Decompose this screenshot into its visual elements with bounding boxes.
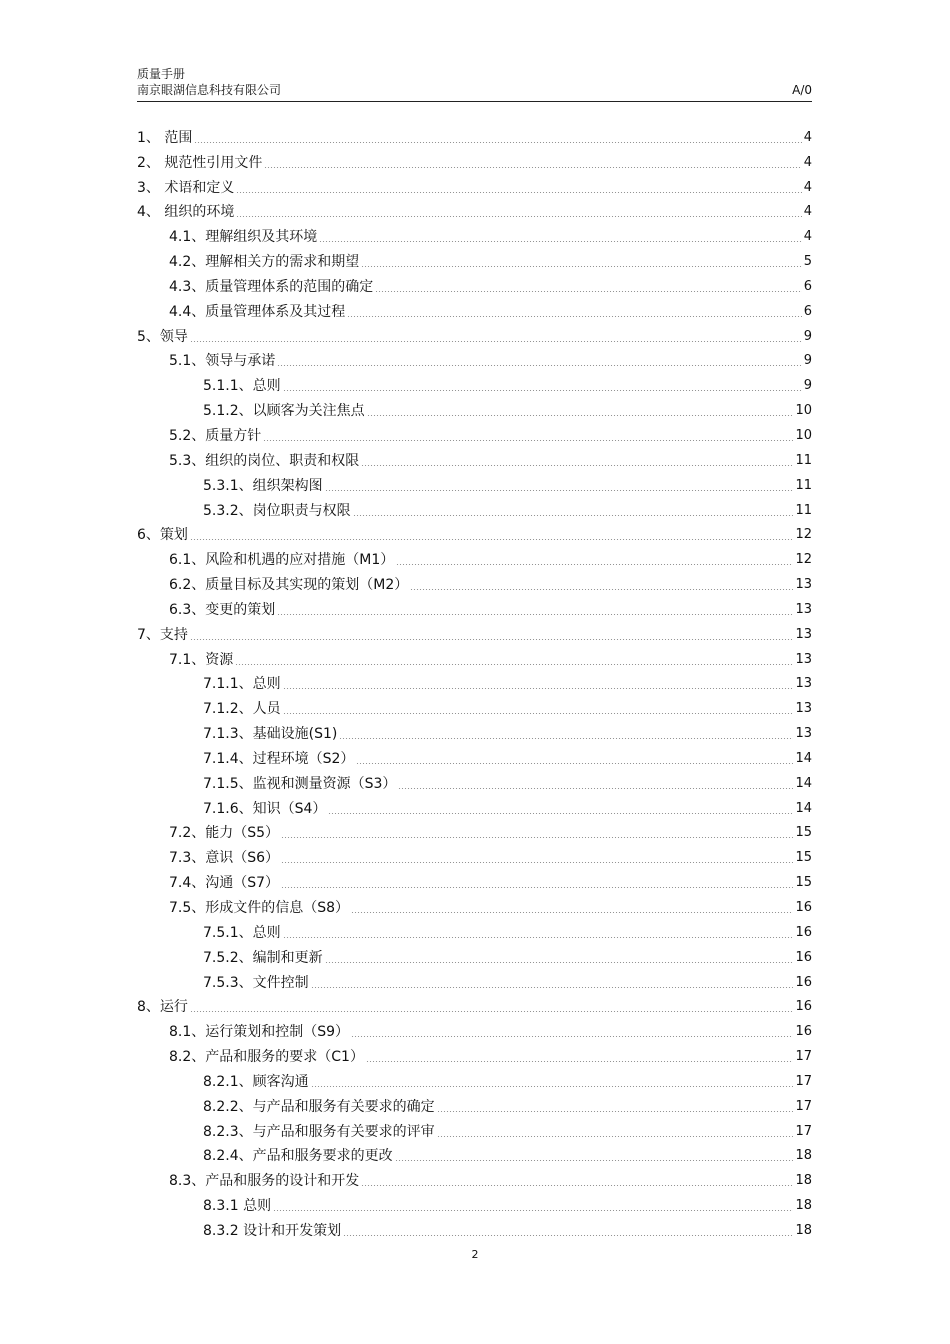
toc-entry-label: 4.3、质量管理体系的范围的确定 <box>169 278 374 295</box>
header-rule <box>137 101 812 102</box>
toc-entry-page: 4 <box>803 129 812 145</box>
toc-entry-label: 7.5、形成文件的信息（S8） <box>169 900 350 916</box>
toc-entry-page: 13 <box>795 577 812 593</box>
toc-entry-label: 5、领导 <box>137 328 188 345</box>
toc-entry-label: 5.1.1、总则 <box>203 378 281 395</box>
toc-dot-leader <box>437 1136 794 1137</box>
toc-entry-page: 16 <box>795 1024 812 1040</box>
toc-entry-label: 4.2、理解相关方的需求和期望 <box>169 254 360 271</box>
toc-dot-leader <box>367 415 794 416</box>
toc-entry[interactable] <box>137 544 812 569</box>
toc-entry-page: 18 <box>795 1173 812 1189</box>
toc-entry-label: 8.1、运行策划和控制（S9） <box>169 1024 350 1041</box>
toc-entry-label: 8、运行 <box>137 999 188 1016</box>
toc-entry-page: 13 <box>795 726 812 742</box>
toc-entry[interactable] <box>137 967 812 992</box>
toc-entry-page: 5 <box>803 254 812 270</box>
toc-dot-leader <box>437 1111 794 1112</box>
toc-dot-leader <box>190 639 794 640</box>
toc-dot-leader <box>281 862 793 863</box>
toc-entry[interactable] <box>137 520 812 545</box>
toc-dot-leader <box>347 316 801 317</box>
manual-title: 质量手册 <box>137 67 186 81</box>
toc-entry[interactable] <box>137 1215 812 1240</box>
toc-entry[interactable] <box>137 1190 812 1215</box>
toc-entry[interactable] <box>137 1091 812 1116</box>
toc-entry-label: 5.3.2、岗位职责与权限 <box>203 502 351 519</box>
toc-dot-leader <box>283 390 802 391</box>
toc-entry[interactable] <box>137 992 812 1017</box>
toc-entry-label: 8.2.2、与产品和服务有关要求的确定 <box>203 1098 435 1115</box>
toc-entry[interactable] <box>137 246 812 271</box>
toc-entry-label: 7.1.1、总则 <box>203 676 281 693</box>
toc-entry-page: 11 <box>795 477 812 493</box>
toc-dot-leader <box>351 1036 793 1037</box>
toc-entry-page: 14 <box>795 775 812 791</box>
toc-entry-page: 18 <box>795 1222 812 1238</box>
toc-entry-page: 16 <box>795 974 812 990</box>
toc-entry-page: 17 <box>795 1073 812 1089</box>
toc-entry-page: 14 <box>795 800 812 816</box>
toc-entry[interactable] <box>137 346 812 371</box>
toc-entry-page: 4 <box>803 154 812 170</box>
toc-entry-label: 3、 术语和定义 <box>137 179 235 196</box>
toc-dot-leader <box>396 564 793 565</box>
toc-entry-label: 5.3.1、组织架构图 <box>203 477 323 494</box>
toc-entry[interactable] <box>137 370 812 395</box>
toc-entry[interactable] <box>137 1066 812 1091</box>
toc-entry-page: 11 <box>795 452 812 468</box>
toc-entry[interactable] <box>137 892 812 917</box>
toc-dot-leader <box>361 465 793 466</box>
toc-dot-leader <box>194 142 801 143</box>
toc-dot-leader <box>190 1011 794 1012</box>
toc-entry-label: 7.1.4、过程环境（S2） <box>203 750 355 767</box>
toc-entry-label: 1、 范围 <box>137 129 193 146</box>
toc-entry-label: 8.3.2 设计和开发策划 <box>203 1222 342 1239</box>
toc-entry[interactable] <box>137 793 812 818</box>
toc-dot-leader <box>235 664 793 665</box>
toc-entry-label: 7.1、资源 <box>169 651 234 668</box>
toc-entry-label: 6.1、风险和机遇的应对措施（M1） <box>169 552 395 569</box>
toc-entry-label: 7.1.5、监视和测量资源（S3） <box>203 775 397 792</box>
toc-dot-leader <box>281 887 793 888</box>
toc-entry[interactable] <box>137 1141 812 1166</box>
toc-dot-leader <box>319 241 801 242</box>
toc-entry-page: 11 <box>795 502 812 518</box>
toc-entry-page: 14 <box>795 750 812 766</box>
toc-entry-label: 4、 组织的环境 <box>137 204 235 221</box>
toc-entry-page: 6 <box>803 278 812 294</box>
toc-entry-label: 6.2、质量目标及其实现的策划（M2） <box>169 577 409 594</box>
toc-entry-label: 6.3、变更的策划 <box>169 601 276 618</box>
toc-dot-leader <box>356 763 793 764</box>
toc-dot-leader <box>311 987 794 988</box>
toc-dot-leader <box>325 490 794 491</box>
toc-entry-page: 13 <box>795 701 812 717</box>
toc-entry-page: 17 <box>795 1123 812 1139</box>
toc-entry[interactable] <box>137 445 812 470</box>
toc-dot-leader <box>236 216 801 217</box>
toc-dot-leader <box>283 937 794 938</box>
toc-entry-page: 15 <box>795 825 812 841</box>
toc-entry-page: 17 <box>795 1049 812 1065</box>
toc-entry-page: 13 <box>795 626 812 642</box>
toc-entry-label: 7.4、沟通（S7） <box>169 875 280 892</box>
toc-entry[interactable] <box>137 1116 812 1141</box>
page-number: 2 <box>471 1248 479 1261</box>
toc-entry-label: 5.3、组织的岗位、职责和权限 <box>169 452 360 469</box>
toc-entry-page: 15 <box>795 850 812 866</box>
toc-entry[interactable] <box>137 569 812 594</box>
toc-dot-leader <box>283 688 794 689</box>
toc-entry[interactable] <box>137 1016 812 1041</box>
toc-entry-page: 4 <box>803 179 812 195</box>
toc-entry-page: 16 <box>795 900 812 915</box>
toc-entry[interactable] <box>137 395 812 420</box>
toc-entry-page: 9 <box>803 328 812 344</box>
toc-entry-page: 16 <box>795 949 812 965</box>
toc-entry-page: 10 <box>795 403 812 419</box>
toc-entry[interactable] <box>137 197 812 222</box>
toc-entry-label: 6、策划 <box>137 527 188 544</box>
toc-dot-leader <box>190 341 802 342</box>
toc-entry[interactable] <box>137 147 812 172</box>
toc-entry-page: 4 <box>803 229 812 245</box>
toc-entry-label: 5.1、领导与承诺 <box>169 353 276 370</box>
toc-dot-leader <box>281 837 793 838</box>
toc-entry-page: 18 <box>795 1198 812 1214</box>
toc-entry[interactable] <box>137 693 812 718</box>
toc-dot-leader <box>277 614 793 615</box>
toc-entry[interactable] <box>137 470 812 495</box>
toc-entry-page: 4 <box>803 204 812 220</box>
company-name: 南京眼湖信息科技有限公司 <box>137 83 282 97</box>
toc-entry[interactable] <box>137 1041 812 1066</box>
toc-dot-leader <box>190 539 794 540</box>
toc-dot-leader <box>339 738 793 739</box>
toc-entry-label: 7.3、意识（S6） <box>169 850 280 867</box>
toc-entry-page: 18 <box>795 1148 812 1164</box>
toc-dot-leader <box>375 291 801 292</box>
toc-entry-page: 13 <box>795 676 812 692</box>
toc-entry[interactable] <box>137 818 812 843</box>
toc-entry-page: 12 <box>795 527 812 543</box>
toc-entry[interactable] <box>137 644 812 669</box>
toc-entry[interactable] <box>137 1165 812 1190</box>
toc-entry-label: 8.3、产品和服务的设计和开发 <box>169 1173 360 1190</box>
toc-entry[interactable] <box>137 594 812 619</box>
toc-dot-leader <box>283 713 794 714</box>
toc-entry[interactable] <box>137 122 812 147</box>
toc-entry[interactable] <box>137 172 812 197</box>
toc-entry-label: 8.2.1、顾客沟通 <box>203 1073 309 1090</box>
toc-dot-leader <box>263 440 793 441</box>
header-row <box>137 82 812 98</box>
page-header <box>137 66 812 98</box>
toc-entry-label: 7.1.3、基础设施(S1) <box>203 726 338 743</box>
toc-entry[interactable] <box>137 321 812 346</box>
toc-dot-leader <box>325 962 794 963</box>
toc-dot-leader <box>353 515 794 516</box>
toc-dot-leader <box>410 589 793 590</box>
toc-entry[interactable] <box>137 296 812 321</box>
toc-entry-label: 5.1.2、以顾客为关注焦点 <box>203 403 365 420</box>
toc-entry-label: 7、支持 <box>137 626 188 643</box>
toc-entry-page: 10 <box>795 427 812 443</box>
table-of-contents <box>137 122 812 1240</box>
toc-entry[interactable] <box>137 718 812 743</box>
toc-entry-label: 2、 规范性引用文件 <box>137 154 263 171</box>
toc-dot-leader <box>273 1210 793 1211</box>
toc-entry-label: 7.5.2、编制和更新 <box>203 949 323 966</box>
toc-entry-page: 9 <box>803 353 812 369</box>
toc-entry-page: 9 <box>803 378 812 394</box>
toc-entry[interactable] <box>137 669 812 694</box>
toc-entry[interactable] <box>137 842 812 867</box>
toc-dot-leader <box>343 1235 793 1236</box>
toc-dot-leader <box>361 266 801 267</box>
toc-entry-label: 7.5.1、总则 <box>203 924 281 941</box>
toc-dot-leader <box>264 167 801 168</box>
toc-dot-leader <box>351 912 793 913</box>
toc-entry[interactable] <box>137 743 812 768</box>
toc-entry-label: 5.2、质量方针 <box>169 427 262 444</box>
toc-entry[interactable] <box>137 495 812 520</box>
toc-entry[interactable] <box>137 221 812 246</box>
toc-entry[interactable] <box>137 271 812 296</box>
toc-entry[interactable] <box>137 619 812 644</box>
toc-entry-page: 16 <box>795 924 812 940</box>
toc-dot-leader <box>395 1160 794 1161</box>
toc-entry-label: 8.3.1 总则 <box>203 1198 272 1215</box>
toc-entry-page: 6 <box>803 303 812 319</box>
toc-entry-label: 4.1、理解组织及其环境 <box>169 229 318 246</box>
toc-entry-label: 8.2.4、产品和服务要求的更改 <box>203 1148 393 1165</box>
document-version: A/0 <box>792 83 812 97</box>
toc-entry-label: 7.5.3、文件控制 <box>203 974 309 991</box>
toc-dot-leader <box>366 1061 794 1062</box>
toc-entry-page: 15 <box>795 875 812 891</box>
toc-entry-label: 4.4、质量管理体系及其过程 <box>169 303 346 320</box>
toc-entry-page: 13 <box>795 651 812 667</box>
toc-dot-leader <box>328 813 793 814</box>
toc-entry-page: 13 <box>795 601 812 617</box>
toc-entry[interactable] <box>137 867 812 892</box>
toc-dot-leader <box>311 1086 794 1087</box>
toc-entry-page: 16 <box>795 999 812 1015</box>
toc-entry-label: 7.2、能力（S5） <box>169 825 280 842</box>
toc-entry[interactable] <box>137 420 812 445</box>
toc-entry[interactable] <box>137 917 812 942</box>
toc-entry-label: 7.1.6、知识（S4） <box>203 800 327 817</box>
toc-entry[interactable] <box>137 768 812 793</box>
toc-entry-page: 12 <box>795 552 812 568</box>
toc-entry-label: 8.2、产品和服务的要求（C1） <box>169 1049 364 1066</box>
toc-dot-leader <box>277 365 801 366</box>
toc-dot-leader <box>361 1185 793 1186</box>
toc-dot-leader <box>398 788 793 789</box>
toc-entry[interactable] <box>137 942 812 967</box>
toc-entry-page: 17 <box>795 1098 812 1114</box>
toc-dot-leader <box>236 192 801 193</box>
toc-entry-label: 7.1.2、人员 <box>203 701 281 718</box>
toc-entry-label: 8.2.3、与产品和服务有关要求的评审 <box>203 1123 435 1140</box>
